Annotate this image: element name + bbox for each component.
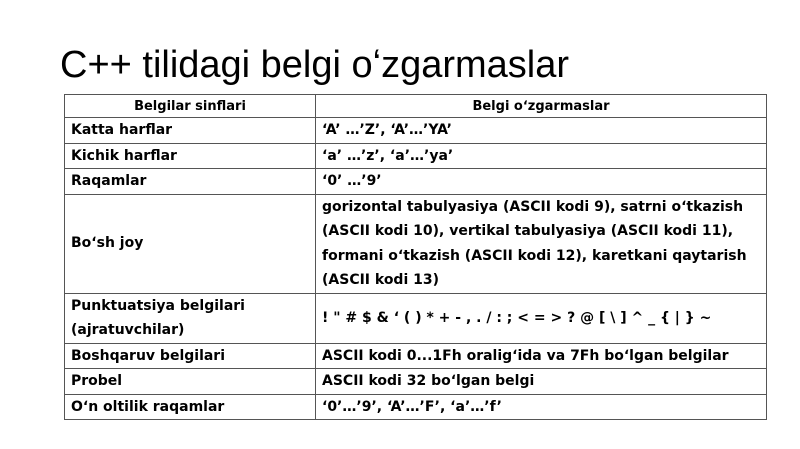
table-row (65, 343, 767, 369)
row-class-cell: Oʻn oltilik raqamlar (65, 394, 316, 420)
table-row (65, 143, 767, 169)
row-class-cell: Katta harflar (65, 118, 316, 144)
table-row (65, 118, 767, 144)
row-class-cell: Boshqaruv belgilari (65, 343, 316, 369)
row-constants-cell: ‘0’ …’9’ (316, 169, 767, 195)
row-class-cell: Kichik harflar (65, 143, 316, 169)
row-constants-cell: ‘A’ …’Z’, ‘A’…’YA’ (316, 118, 767, 144)
row-class-cell: Raqamlar (65, 169, 316, 195)
table-row (65, 293, 767, 343)
table-row (65, 169, 767, 195)
header-character-constants: Belgi oʻzgarmaslar (316, 95, 767, 118)
table-row (65, 394, 767, 420)
page-title: C++ tilidagi belgi oʻzgarmaslar (60, 44, 570, 86)
row-constants-cell: ‘a’ …’z’, ‘a’…’ya’ (316, 143, 767, 169)
header-row (65, 95, 767, 118)
row-class-cell: Boʻsh joy (65, 194, 316, 293)
row-constants-cell: ASCII kodi 0...1Fh oraligʻida va 7Fh boʻlgan belgilar (316, 343, 767, 369)
row-constants-cell: ! " # $ & ‘ ( ) * + - , . / : ; < = > ? @ [ \ ] ^ _ { | } ~ (316, 293, 767, 343)
row-class-cell: Punktuatsiya belgilari (ajratuvchilar) (65, 293, 316, 343)
table-row (65, 194, 767, 293)
table-header (65, 95, 767, 118)
row-constants-cell: gorizontal tabulyasiya (ASCII kodi 9), satrni oʻtkazish (ASCII kodi 10), vertikal tabulyasiya (ASCII kodi 11), formani oʻtkazish (ASCII kodi 12), karetkani qaytarish (ASCII kodi 13) (316, 194, 767, 293)
row-constants-cell: ASCII kodi 32 boʻlgan belgi (316, 369, 767, 395)
header-character-classes: Belgilar sinflari (65, 95, 316, 118)
row-constants-cell: ‘0’…’9’, ‘A’…’F’, ‘a’…’f’ (316, 394, 767, 420)
character-constants-table (64, 94, 767, 420)
row-class-cell: Probel (65, 369, 316, 395)
table-body (65, 118, 767, 420)
table-row (65, 369, 767, 395)
